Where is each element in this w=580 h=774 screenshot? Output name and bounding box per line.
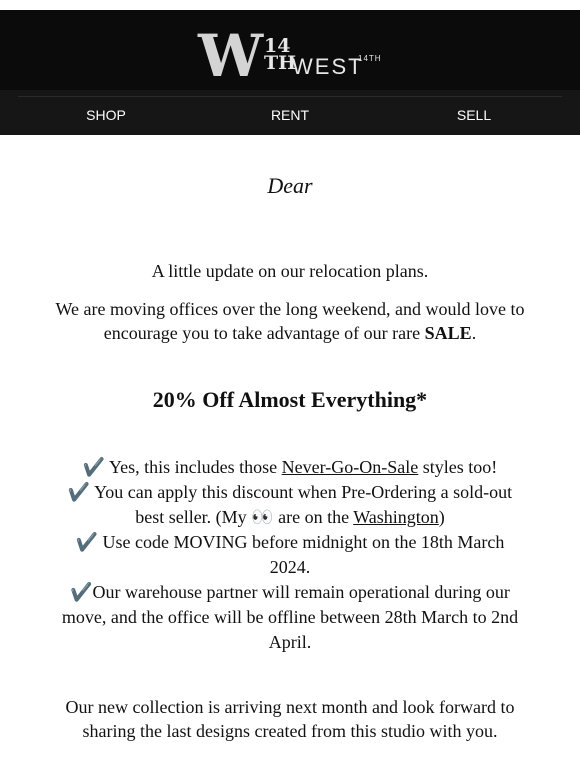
washington-link[interactable]: Washington (353, 507, 439, 527)
list-item: ✔️ Yes, this includes those Never-Go-On-Sale styles too! (82, 457, 498, 477)
check-icon: ✔️ (75, 532, 98, 552)
top-spacer (0, 0, 580, 10)
logo-superscript: 14TH (358, 54, 382, 63)
logo-number: 14 TH (264, 35, 297, 74)
list-item: ✔️Our warehouse partner will remain operational during our move, and the office will be offline between 28th March to 2nd April. (61, 582, 519, 652)
check-icon: ✔️ (70, 582, 93, 602)
offer-headline: 20% Off Almost Everything* (152, 387, 428, 412)
list-item: ✔️ You can apply this discount when Pre-Ordering a sold-out best seller. (My 👀 are on the Washington) (67, 482, 513, 527)
logo-word: WEST (292, 54, 364, 79)
nav-sell[interactable]: SELL (456, 106, 492, 123)
nav-shop[interactable]: SHOP (86, 106, 126, 123)
check-icon: ✔️ (67, 482, 91, 502)
greeting: Dear (267, 173, 313, 198)
never-go-on-sale-link[interactable]: Never-Go-On-Sale (281, 457, 419, 477)
closing-paragraph: Our new collection is arriving next month and look forward to sharing the last designs created from this studio with you. (65, 697, 515, 741)
check-icon: ✔️ (82, 457, 106, 477)
sale-word: SALE (424, 323, 472, 343)
benefit-list (55, 455, 525, 655)
brand-logo[interactable] (198, 22, 398, 90)
moving-paragraph: We are moving offices over the long weekend, and would love to encourage you to take advantage of our rare SALE. (55, 299, 525, 343)
email-header (0, 10, 580, 90)
logo-letter: W (198, 22, 258, 90)
nav-rent[interactable]: RENT (270, 106, 310, 123)
list-item: ✔️ Use code MOVING before midnight on the 18th March 2024. (75, 532, 505, 577)
intro-text: A little update on our relocation plans. (151, 261, 429, 281)
nav-bar (0, 90, 580, 135)
